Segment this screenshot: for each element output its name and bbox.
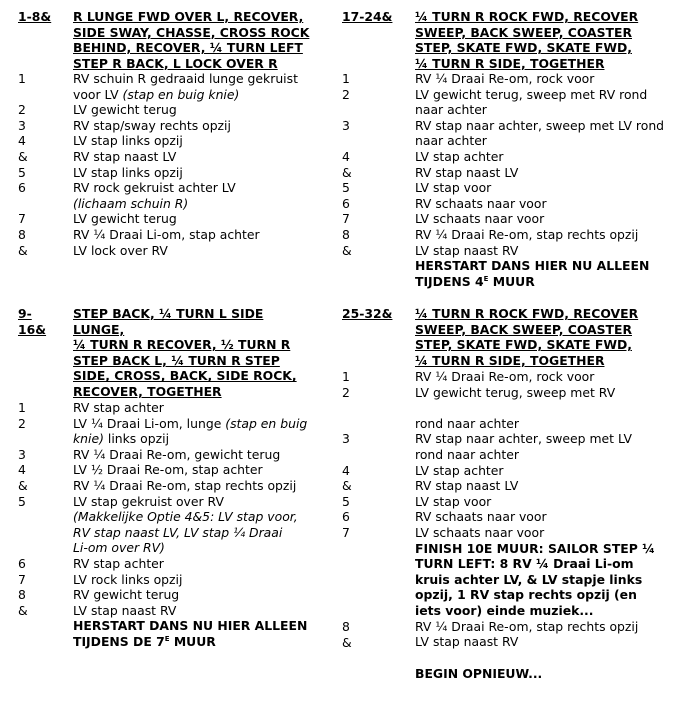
step-count: & (18, 602, 28, 618)
step-count: 1 (342, 369, 350, 384)
step-description: RV rock gekruist achter LV (73, 180, 236, 196)
step-count: 8 (18, 587, 26, 603)
section-4-title-line: ¼ TURN R ROCK FWD, RECOVER (415, 306, 639, 321)
step-count: 2 (342, 86, 350, 102)
step-description: LV gewicht terug (73, 102, 177, 118)
section-1-count: 1-8& (18, 9, 52, 24)
step-description: RV ¼ Draai Re-om, stap rechts opzij (415, 226, 639, 242)
section-2-title-line: ¼ TURN R ROCK FWD, RECOVER (415, 9, 639, 24)
finish-note: TURN LEFT: 8 RV ¼ Draai Li-om (415, 556, 634, 572)
step-count: 5 (18, 493, 26, 509)
section-2-title-line: SWEEP, BACK SWEEP, COASTER (415, 24, 632, 40)
step-count (18, 196, 28, 212)
finish-note: iets voor) einde muziek... (415, 602, 594, 618)
section-4-end-counts (342, 619, 352, 650)
restart-note: HERSTART DANS HIER NU ALLEEN (415, 258, 650, 274)
step-description: LV stap links opzij (73, 133, 183, 149)
step-description: RV stap/sway rechts opzij (73, 117, 231, 133)
begin-again-note: BEGIN OPNIEUW... (415, 666, 543, 681)
restart-note: TIJDENS $4^E$ MUUR (415, 273, 535, 289)
step-count: & (18, 242, 28, 258)
step-count: 8 (18, 226, 26, 242)
finish-note: opzij, 1 RV stap rechts opzij (en (415, 587, 637, 603)
step-count: 5 (18, 164, 26, 180)
step-count: 2 (18, 102, 26, 118)
step-count: & (342, 478, 352, 494)
step-description: LV schaats naar voor (415, 211, 545, 227)
step-count: 1 (18, 400, 26, 415)
section-2-count: 17-24& (342, 9, 393, 24)
section-1-title-line: SIDE SWAY, CHASSE, CROSS ROCK (73, 24, 310, 40)
section-2-title (415, 9, 638, 71)
step-count: 7 (342, 524, 350, 540)
step-count (342, 400, 352, 416)
step-description: LV stap naast RV (415, 242, 519, 258)
step-count: 4 (342, 462, 350, 478)
restart-note: HERSTART DANS NU HIER ALLEEN (73, 618, 308, 634)
step-count: 2 (342, 384, 350, 400)
step-description: RV ¼ Draai Li-om, stap achter (73, 226, 260, 242)
step-count: 4 (18, 133, 26, 149)
step-description: LV schaats naar voor (415, 524, 545, 540)
step-description: RV ¼ Draai Re-om, rock voor (415, 369, 595, 384)
section-4-steps (415, 369, 655, 650)
step-description: RV stap achter (73, 400, 164, 415)
step-description: LV ½ Draai Re-om, stap achter (73, 462, 263, 478)
finish-note: FINISH 10E MUUR: SAILOR STEP ¼ (415, 540, 655, 556)
step-description: RV stap naast LV (415, 164, 519, 180)
step-count: 3 (18, 117, 26, 133)
section-1-title-line: R LUNGE FWD OVER L, RECOVER, (73, 9, 304, 24)
step-count: 8 (342, 619, 350, 634)
step-description: RV schaats naar voor (415, 509, 547, 525)
section-2-counts (342, 71, 352, 258)
step-count: 1 (342, 71, 350, 86)
step-description: RV gewicht terug (73, 587, 180, 603)
step-count: & (18, 148, 28, 164)
step-count: & (342, 164, 352, 180)
section-4-title-line: ¼ TURN R SIDE, TOGETHER (415, 352, 605, 368)
step-description: LV stap links opzij (73, 164, 183, 180)
step-count: 7 (18, 211, 26, 227)
section-3-title-line: SIDE, CROSS, BACK, SIDE ROCK, (73, 368, 297, 384)
step-description: naar achter (415, 102, 487, 118)
step-count: 4 (342, 148, 350, 164)
step-description: LV stap gekruist over RV (73, 493, 224, 509)
step-count: 5 (342, 493, 350, 509)
step-count: 1 (18, 71, 26, 86)
step-description: LV ¼ Draai Li-om, lunge (stap en buig (73, 415, 308, 431)
section-3-title (73, 306, 297, 400)
step-description: LV stap naast RV (415, 634, 519, 650)
step-description: LV stap naast RV (73, 602, 177, 618)
section-4-title (415, 306, 638, 368)
step-description: knie) links opzij (73, 431, 170, 447)
step-description (415, 400, 655, 416)
step-description: RV schuin R gedraaid lunge gekruist (73, 71, 298, 86)
step-count (342, 102, 352, 118)
section-3-title-line: RECOVER, TOGETHER (73, 383, 222, 399)
step-count: & (342, 242, 352, 258)
step-description: voor LV (stap en buig knie) (73, 86, 240, 102)
step-description: (Makkelijke Optie 4&5: LV stap voor, (73, 509, 298, 525)
section-3-title-line: STEP BACK L, ¼ TURN R STEP (73, 352, 280, 368)
step-description: RV stap naar achter, sweep met LV (415, 431, 632, 447)
step-count (18, 525, 28, 541)
restart-note: TIJDENS DE $7^E$ MUUR (73, 633, 216, 649)
step-count: 2 (18, 415, 26, 431)
section-3-counts (18, 400, 28, 618)
step-description: RV stap naast LV (415, 478, 519, 494)
step-description: (lichaam schuin R) (73, 195, 189, 211)
step-count (342, 416, 352, 432)
step-description: rond naar achter (415, 415, 519, 431)
section-3-count: 9- 16& (18, 306, 47, 337)
step-description: naar achter (415, 133, 487, 149)
step-description: LV gewicht terug, sweep met RV (415, 384, 616, 400)
step-description: Li-om over RV) (73, 540, 165, 556)
step-description: LV stap achter (415, 462, 504, 478)
section-2-title-line: ¼ TURN R SIDE, TOGETHER (415, 55, 605, 71)
section-3-title-line: STEP BACK, ¼ TURN L SIDE (73, 306, 264, 321)
step-description: LV rock links opzij (73, 571, 183, 587)
step-count: 3 (342, 117, 350, 133)
step-count (18, 87, 28, 103)
step-description: LV stap achter (415, 148, 504, 164)
step-count: & (342, 634, 352, 650)
section-4-counts (342, 369, 352, 541)
step-count: 3 (18, 446, 26, 462)
section-1-counts (18, 71, 28, 258)
step-count (18, 509, 28, 525)
step-description: RV stap naast LV (73, 148, 177, 164)
section-1-title-line: STEP R BACK, L LOCK OVER R (73, 55, 278, 71)
step-description: LV gewicht terug (73, 211, 177, 227)
section-2-title-line: STEP, SKATE FWD, SKATE FWD, (415, 40, 632, 56)
step-count: 6 (18, 555, 26, 571)
step-count: 6 (342, 509, 350, 525)
step-count (342, 447, 352, 463)
section-3-title-line: LUNGE, (73, 321, 125, 337)
step-description: LV stap voor (415, 180, 492, 196)
step-description: RV ¼ Draai Re-om, stap rechts opzij (73, 477, 297, 493)
step-description: RV ¼ Draai Re-om, gewicht terug (73, 446, 281, 462)
section-4-count: 25-32& (342, 306, 393, 321)
step-count: 3 (342, 431, 350, 447)
section-1-steps (73, 71, 298, 258)
step-count: & (18, 477, 28, 493)
step-count: 4 (18, 462, 26, 478)
section-1-title-line: BEHIND, RECOVER, ¼ TURN LEFT (73, 40, 303, 56)
step-count: 8 (342, 226, 350, 242)
step-description: LV lock over RV (73, 242, 168, 258)
section-2-steps (415, 71, 664, 289)
step-description: LV stap voor (415, 493, 492, 509)
step-description: RV schaats naar voor (415, 195, 547, 211)
step-description: rond naar achter (415, 446, 519, 462)
step-description: RV stap naast LV, LV stap ¼ Draai (73, 524, 283, 540)
step-description: RV stap achter (73, 555, 164, 571)
step-count: 7 (18, 571, 26, 587)
step-count: 6 (18, 180, 26, 196)
step-description: RV stap naar achter, sweep met LV rond (415, 117, 665, 133)
step-count: 7 (342, 211, 350, 227)
step-count (18, 540, 28, 556)
step-description: RV ¼ Draai Re-om, stap rechts opzij (415, 618, 639, 634)
step-count: 5 (342, 180, 350, 196)
section-4-title-line: SWEEP, BACK SWEEP, COASTER (415, 321, 632, 337)
section-4-title-line: STEP, SKATE FWD, SKATE FWD, (415, 337, 632, 353)
section-3-title-line: ¼ TURN R RECOVER, ½ TURN R (73, 337, 291, 353)
step-description: LV gewicht terug, sweep met RV rond (415, 86, 648, 102)
section-1-title (73, 9, 309, 71)
finish-note: kruis achter LV, & LV stapje links (415, 571, 643, 587)
step-count (342, 133, 352, 149)
step-count (18, 431, 28, 447)
step-count: 6 (342, 195, 350, 211)
step-description: RV ¼ Draai Re-om, rock voor (415, 71, 595, 86)
section-3-steps (73, 400, 307, 650)
